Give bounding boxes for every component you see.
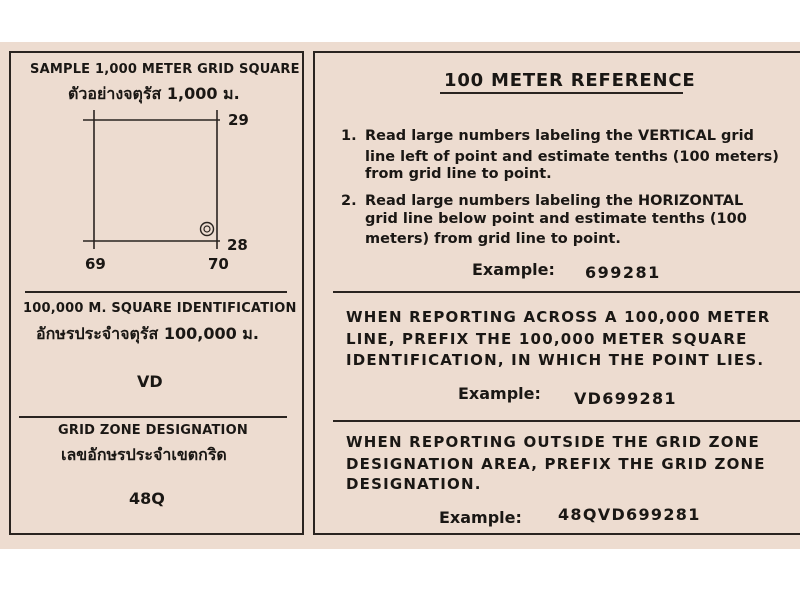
- example-2-value: VD699281: [574, 389, 677, 408]
- grid-label-bottom: 28: [227, 236, 248, 254]
- left-divider-1: [25, 291, 287, 293]
- step-1-number: 1.: [341, 128, 357, 144]
- outside-line-1: WHEN REPORTING OUTSIDE THE GRID ZONE: [346, 433, 760, 451]
- step-1-line-1: Read large numbers labeling the VERTICAL grid: [365, 128, 754, 144]
- example-2-label: Example:: [458, 384, 541, 403]
- step-2-number: 2.: [341, 193, 357, 209]
- step-1-line-2: line left of point and estimate tenths (100 meters): [365, 149, 779, 165]
- example-3-value: 48QVD699281: [558, 505, 701, 524]
- gzd-value: 48Q: [129, 489, 165, 508]
- across-line-1: WHEN REPORTING ACROSS A 100,000 METER: [346, 308, 771, 326]
- reference-title-underline: [440, 92, 683, 94]
- outside-line-3: DESIGNATION.: [346, 475, 482, 493]
- reference-title: 100 METER REFERENCE: [444, 70, 696, 91]
- step-2-line-1: Read large numbers labeling the HORIZONTAL: [365, 193, 744, 209]
- outside-line-2: DESIGNATION AREA, PREFIX THE GRID ZONE: [346, 455, 766, 473]
- grid-label-top: 29: [228, 111, 249, 129]
- gzd-title: GRID ZONE DESIGNATION: [58, 423, 248, 438]
- step-2-line-3: meters) from grid line to point.: [365, 231, 621, 247]
- right-divider-2: [333, 420, 800, 422]
- step-2-line-2: grid line below point and estimate tenths (100: [365, 211, 747, 227]
- example-1-value: 699281: [585, 263, 661, 282]
- example-1-label: Example:: [472, 260, 555, 279]
- gzd-thai-title: เลขอักษรประจำเขตกริด: [61, 445, 227, 464]
- sample-grid-thai-title: ตัวอย่างจตุรัส 1,000 ม.: [68, 84, 240, 103]
- example-3-label: Example:: [439, 508, 522, 527]
- sample-grid-title: SAMPLE 1,000 METER GRID SQUARE: [30, 62, 300, 77]
- point-marker-icon: [201, 223, 214, 236]
- right-divider-1: [333, 291, 800, 293]
- across-line-2: LINE, PREFIX THE 100,000 METER SQUARE: [346, 330, 748, 348]
- square-id-value: VD: [137, 372, 163, 391]
- sample-grid-diagram: [75, 108, 265, 278]
- grid-label-right: 70: [208, 255, 229, 273]
- left-divider-2: [19, 416, 287, 418]
- grid-label-left: 69: [85, 255, 106, 273]
- square-id-thai-title: อักษรประจำจตุรัส 100,000 ม.: [36, 324, 259, 343]
- step-1-line-3: from grid line to point.: [365, 166, 552, 182]
- across-line-3: IDENTIFICATION, IN WHICH THE POINT LIES.: [346, 351, 765, 369]
- square-id-title: 100,000 M. SQUARE IDENTIFICATION: [23, 301, 297, 316]
